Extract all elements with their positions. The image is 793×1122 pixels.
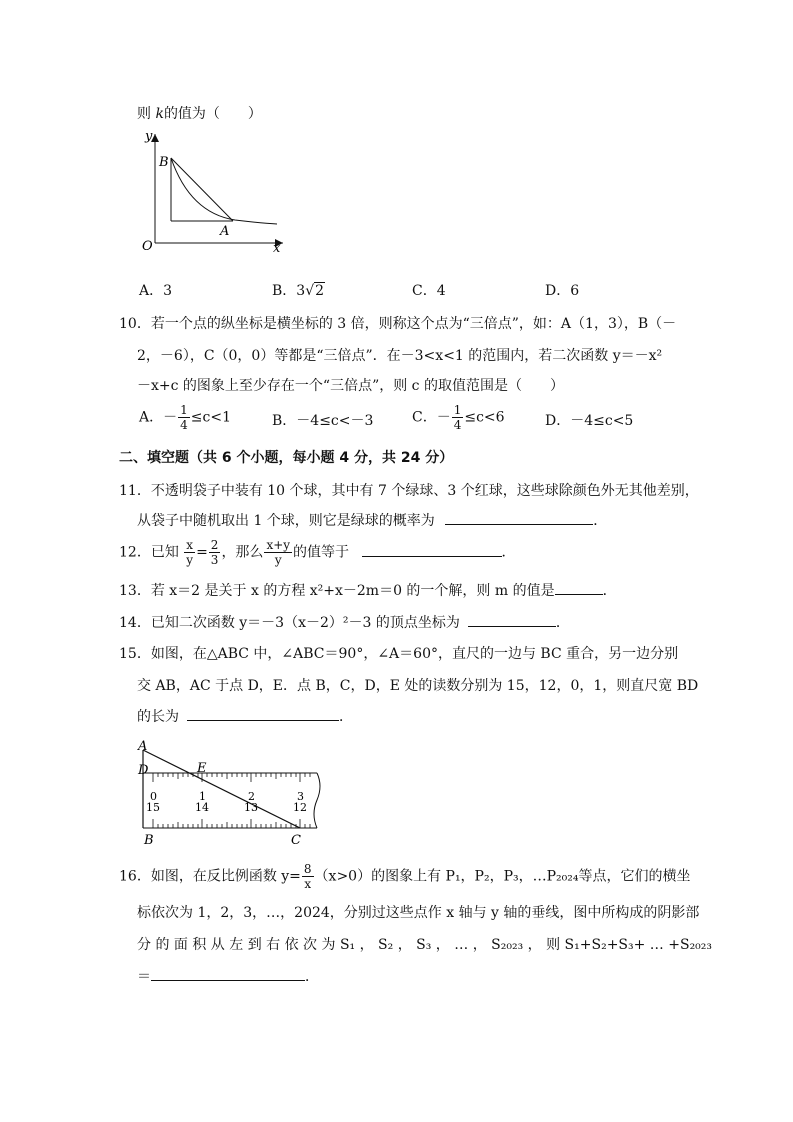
q10-option-a: A．－ $\frac{1}{4}$ ≤c<1 xyxy=(139,403,231,432)
section-2-title: 二、填空题（共 6 个小题，每小题 4 分，共 24 分） xyxy=(119,450,454,466)
q15-figure xyxy=(135,736,335,854)
q9-option-c: C．4 xyxy=(412,283,446,299)
q9-figure xyxy=(135,128,290,258)
q13-line: 13．若 x＝2 是关于 x 的方程 x²+x－2m＝0 的一个解，则 m 的值是 ． xyxy=(119,583,617,599)
q16-line1: 16．如图，在反比例函数 y= $\frac{8}{x}$ （x>0）的图象上有 P₁，P₂，P₃，…P₂₀₂₄等点，它们的横坐 xyxy=(119,862,691,891)
q15-line3: 的长为 ． xyxy=(137,709,353,725)
q16-answer-blank[interactable] xyxy=(151,980,305,981)
q15-label-b: B xyxy=(144,833,154,848)
q9-stem: 则 k的值为（ ） xyxy=(137,106,262,122)
q15-bottom-scale-13: 13 xyxy=(244,801,258,814)
q10-line1: 10．若一个点的纵坐标是横坐标的 3 倍，则称这个点为“三倍点”，如：A（1，3），B（－ xyxy=(119,316,677,332)
q13-answer-blank[interactable] xyxy=(555,594,603,595)
q9-origin-label: O xyxy=(142,239,153,254)
q15-answer-blank[interactable] xyxy=(187,720,339,721)
q15-line2: 交 AB，AC 于点 D，E．点 B，C，D，E 处的读数分别为 15，12，0，1，则直尺宽 BD xyxy=(137,678,699,694)
q9-option-d: D．6 xyxy=(545,283,580,299)
q16-line2: 标依次为 1，2，3，…，2024，分别过这些点作 x 轴与 y 轴的垂线，图中所构成的阴影部 xyxy=(137,905,700,921)
q9-option-a: A．3 xyxy=(139,283,173,299)
q10-line2: 2，－6），C（0，0）等都是“三倍点”．在－3<x<1 的范围内，若二次函数 y＝－x² xyxy=(137,348,663,364)
q9-point-a-label: A xyxy=(220,224,230,239)
q14-answer-blank[interactable] xyxy=(468,626,556,627)
q11-line2: 从袋子中随机取出 1 个球，则它是绿球的概率为 ． xyxy=(137,513,608,529)
q15-label-d: D xyxy=(138,763,149,778)
q15-top-scale-2: 2 xyxy=(248,790,255,803)
q12-line: 12．已知 $\frac{x}{y}$ = $\frac{2}{3}$ ，那么 $\frac{x+y}{y}$ 的值等于 ． xyxy=(119,538,516,567)
q10-option-d: D．－4≤c<5 xyxy=(545,413,634,429)
q14-line: 14．已知二次函数 y＝－3（x－2）²－3 的顶点坐标为 ． xyxy=(119,615,570,631)
q9-y-label: y xyxy=(145,129,153,144)
q11-line1: 11．不透明袋子中装有 10 个球，其中有 7 个绿球、3 个红球，这些球除颜色外无其他差别， xyxy=(119,483,699,499)
q15-top-scale-0: 0 xyxy=(150,790,157,803)
q15-line1: 15．如图，在△ABC 中，∠ABC＝90°，∠A＝60°，直尺的一边与 BC 重合，另一边分别 xyxy=(119,646,679,662)
q15-top-scale-1: 1 xyxy=(199,790,206,803)
q16-line4: ＝ ． xyxy=(137,969,319,985)
q9-option-b: B．3√2 xyxy=(272,283,325,299)
sqrt-symbol: √ xyxy=(305,283,315,299)
q16-line3: 分 的 面 积 从 左 到 右 依 次 为 S₁ ， S₂ ， S₃ ， … ， S₂₀₂₃ ， 则 S₁+S₂+S₃+ … +S₂₀₂₃ xyxy=(137,937,713,953)
q15-bottom-scale-15: 15 xyxy=(146,801,160,814)
q15-label-a: A xyxy=(138,739,148,754)
q15-top-scale-3: 3 xyxy=(297,790,304,803)
q15-label-c: C xyxy=(291,833,301,848)
q15-bottom-scale-12: 12 xyxy=(293,801,307,814)
q15-bottom-scale-14: 14 xyxy=(195,801,209,814)
q15-label-e: E xyxy=(197,761,207,776)
q9-x-label: x xyxy=(273,241,281,256)
q12-answer-blank[interactable] xyxy=(362,556,502,557)
q11-answer-blank[interactable] xyxy=(445,524,593,525)
q10-option-b: B．－4≤c<－3 xyxy=(272,413,374,429)
q10-option-c: C．－ $\frac{1}{4}$ ≤c<6 xyxy=(412,403,505,432)
q9-point-b-label: B xyxy=(159,155,169,170)
q10-line3: －x+c 的图象上至少存在一个“三倍点”，则 c 的取值范围是（ ） xyxy=(137,378,564,394)
